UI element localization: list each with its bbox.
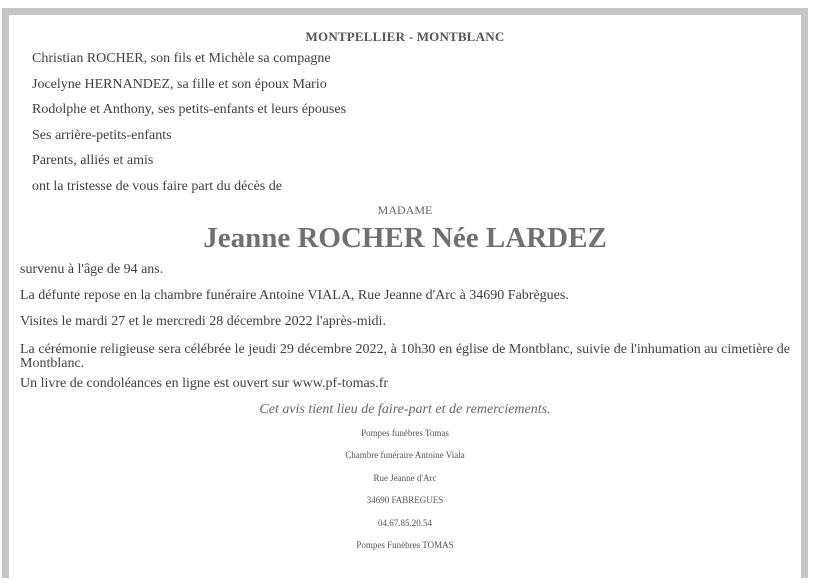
repose-line: La défunte repose en la chambre funéraire Antoine VIALA, Rue Jeanne d'Arc à 34690 Fabrègues. <box>20 287 569 303</box>
ceremony-line: La cérémonie religieuse sera célébrée le jeudi 29 décembre 2022, à 10h30 en église de Montblanc, suivie de l'inhumation au cimetière de Montblanc. <box>20 341 790 371</box>
notice-body <box>20 262 790 402</box>
visits-line: Visites le mardi 27 et le mercredi 28 décembre 2022 l'après-midi. <box>20 313 386 329</box>
age-line: survenu à l'âge de 94 ans. <box>20 261 164 277</box>
footer-line: Rue Jeanne d'Arc <box>373 472 437 483</box>
footer-line: Pompes Funèbres TOMAS <box>356 540 454 551</box>
family-line: Parents, alliés et amis <box>32 153 154 169</box>
deceased-name: Jeanne ROCHER Née LARDEZ <box>203 221 607 254</box>
closing-note: Cet avis tient lieu de faire-part et de remerciements. <box>259 401 551 417</box>
footer-line: Chambre funéraire Antoine Viala <box>345 450 465 461</box>
funeral-home-info <box>20 426 790 561</box>
family-line: ont la tristesse de vous faire part du décès de <box>32 178 282 194</box>
footer-line: 34690 FABREGUES <box>366 495 444 506</box>
family-line: Jocelyne HERNANDEZ, sa fille et son époux Mario <box>32 76 327 92</box>
obituary-notice <box>9 15 801 578</box>
notice-frame <box>2 8 808 578</box>
family-list <box>32 49 790 203</box>
deceased-title: MADAME <box>377 202 433 217</box>
footer-line: Pompes funèbres Tomas <box>361 427 449 438</box>
family-line: Rodolphe et Anthony, ses petits-enfants et leurs épouses <box>32 102 347 118</box>
location-header: MONTPELLIER - MONTBLANC <box>305 29 505 44</box>
footer-line: 04.67.85.20.54 <box>378 517 432 528</box>
family-line: Christian ROCHER, son fils et Michèle sa compagne <box>32 51 331 66</box>
family-line: Ses arrière-petits-enfants <box>32 127 172 143</box>
condolences-line: Un livre de condoléances en ligne est ouvert sur www.pf-tomas.fr <box>20 375 389 391</box>
